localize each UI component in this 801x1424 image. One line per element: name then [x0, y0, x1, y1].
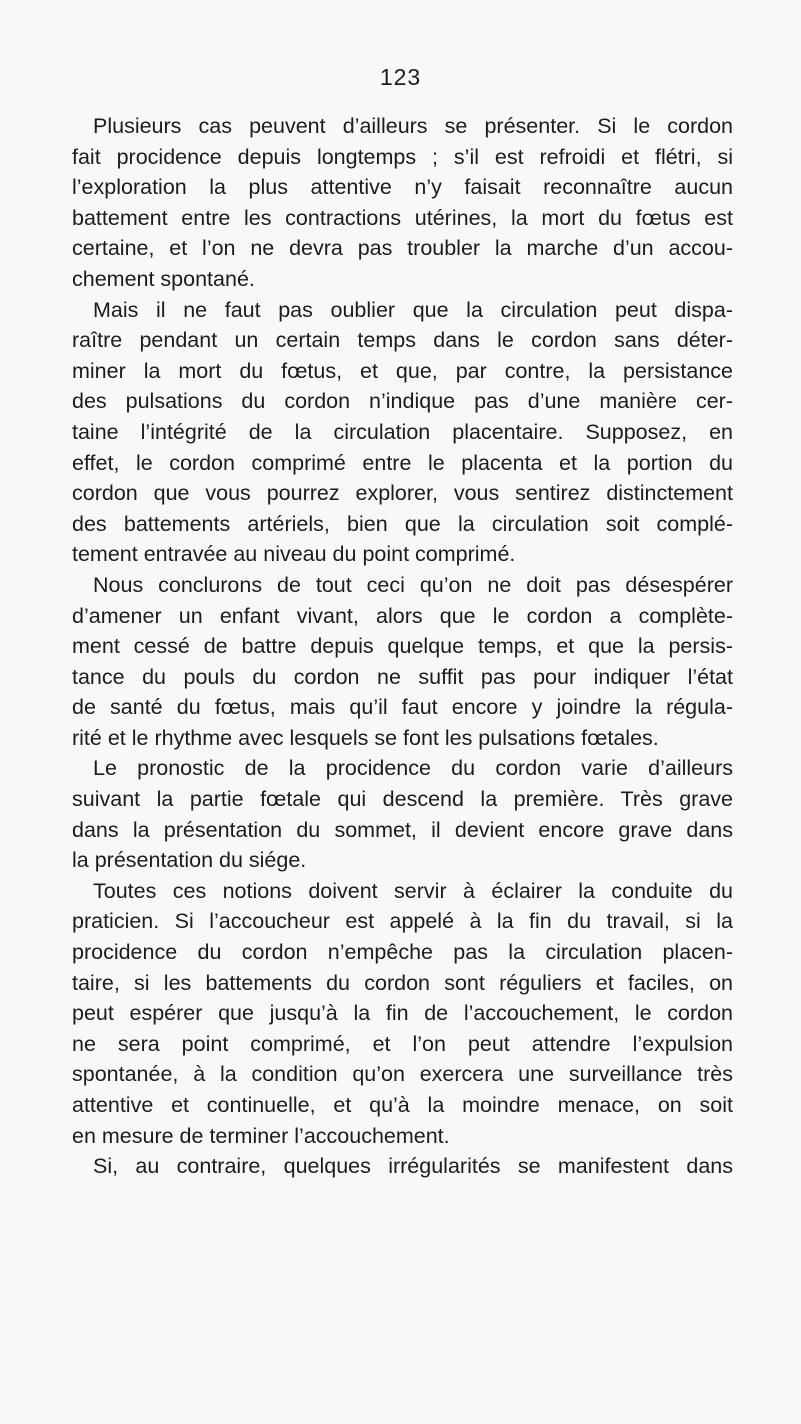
- text-line: taire, si les battements du cordon sont réguliers et faciles, on: [72, 970, 733, 995]
- text-line: praticien. Si l’accoucheur est appelé à la fin du travail, si la: [72, 909, 733, 934]
- text-line: Mais il ne faut pas oublier que la circulation peut dispa-: [93, 297, 733, 322]
- text-line: taine l’intégrité de la circulation placentaire. Supposez, en: [72, 419, 733, 444]
- text-line: en mesure de terminer l’accouchement.: [72, 1123, 450, 1148]
- text-line: effet, le cordon comprimé entre le placenta et la portion du: [72, 450, 733, 475]
- text-line: battement entre les contractions utérines, la mort du fœtus est: [72, 205, 733, 230]
- text-line: Si, au contraire, quelques irrégularités se manifestent dans: [93, 1154, 733, 1179]
- text-line: attentive et continuelle, et qu’à la moindre menace, on soit: [72, 1093, 733, 1117]
- text-line: ment cessé de battre depuis quelque temps, et que la persis-: [72, 634, 733, 659]
- text-line: certaine, et l’on ne devra pas troubler la marche d’un accou-: [72, 236, 733, 261]
- text-line: l’exploration la plus attentive n’y faisait reconnaître aucun: [72, 175, 733, 200]
- text-line: rité et le rhythme avec lesquels se font les pulsations fœtales.: [72, 725, 659, 750]
- text-line: spontanée, à la condition qu’on exercera une surveillance très: [72, 1062, 733, 1087]
- text-line: ne sera point comprimé, et l’on peut attendre l’expulsion: [72, 1031, 733, 1056]
- text-line: fait procidence depuis longtemps ; s’il est refroidi et flétri, si: [72, 144, 733, 169]
- text-line: peut espérer que jusqu’à la fin de l’accouchement, le cordon: [72, 1001, 733, 1026]
- text-line: procidence du cordon n’empêche pas la circulation placen-: [72, 940, 733, 965]
- text-line: miner la mort du fœtus, et que, par contre, la persistance: [72, 358, 733, 383]
- body-text: [72, 111, 733, 1182]
- text-line: suivant la partie fœtale qui descend la première. Très grave: [72, 787, 733, 812]
- text-line: la présentation du siége.: [72, 848, 307, 873]
- text-line: dans la présentation du sommet, il devient encore grave dans: [72, 817, 733, 842]
- text-line: tement entravée au niveau du point comprimé.: [72, 542, 516, 567]
- text-line: raître pendant un certain temps dans le cordon sans déter-: [72, 328, 733, 353]
- text-line: Le pronostic de la procidence du cordon varie d’ailleurs: [93, 756, 733, 781]
- text-line: chement spontané.: [72, 266, 255, 291]
- text-line: de santé du fœtus, mais qu’il faut encore y joindre la régula-: [72, 695, 733, 720]
- text-line: des pulsations du cordon n’indique pas d’une manière cer-: [72, 389, 733, 414]
- text-line: tance du pouls du cordon ne suffit pas pour indiquer l’état: [72, 664, 733, 689]
- text-line: cordon que vous pourrez explorer, vous sentirez distinctement: [72, 481, 733, 506]
- text-line: d’amener un enfant vivant, alors que le cordon a complète-: [72, 603, 733, 628]
- text-line: Toutes ces notions doivent servir à éclairer la conduite du: [93, 878, 733, 903]
- text-line: des battements artériels, bien que la circulation soit complé-: [72, 511, 733, 536]
- text-line: Plusieurs cas peuvent d’ailleurs se présenter. Si le cordon: [93, 114, 733, 138]
- page-number: 123: [379, 64, 422, 90]
- text-line: Nous conclurons de tout ceci qu’on ne doit pas désespérer: [93, 572, 733, 597]
